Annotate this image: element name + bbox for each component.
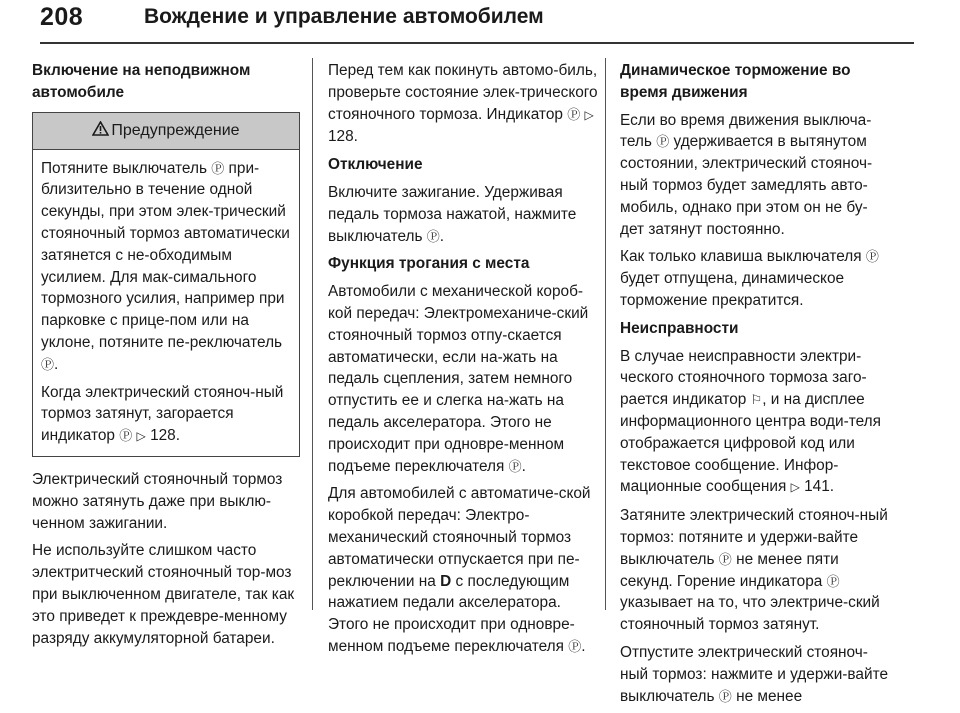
page-ref-link[interactable]: 141. — [804, 478, 835, 496]
parking-brake-icon: Ⓟ — [119, 428, 133, 444]
column-middle — [328, 60, 600, 664]
parking-brake-icon: Ⓟ — [865, 249, 879, 265]
column-divider — [312, 58, 313, 610]
parking-brake-icon: Ⓟ — [426, 228, 440, 244]
section-heading: Включение на неподвижном автомобиле — [32, 62, 251, 101]
parking-brake-icon: Ⓟ — [718, 551, 732, 567]
body-paragraph: Включите зажигание. Удерживая педаль тормоза нажатой, нажмите выключатель Ⓟ. — [328, 182, 600, 247]
body-paragraph: Как только клавиша выключателя Ⓟ будет отпущена, динамическое торможение прекратится. — [620, 248, 879, 309]
parking-brake-icon: Ⓟ — [656, 134, 670, 150]
header-rule — [40, 42, 914, 44]
parking-brake-icon: Ⓟ — [568, 638, 582, 654]
section-heading: Отключение — [328, 156, 423, 174]
body-paragraph: Затяните электрический стояноч-ный тормоз: потяните и удержи-вайте выключатель Ⓟ не менее пяти секунд. Горение индикатора Ⓟ указывает на то, что электриче-ский стояночный тормоз затянут. — [620, 507, 888, 634]
warning-body — [33, 150, 299, 456]
parking-brake-icon: Ⓟ — [567, 106, 581, 122]
body-paragraph: Перед тем как покинуть автомо-биль, проверьте состояние элек-трического стояночного тормоза. Индикатор Ⓟ ▷ 128. — [328, 62, 598, 146]
column-right — [620, 60, 890, 713]
parking-brake-icon: Ⓟ — [508, 458, 522, 474]
page-ref-arrow-icon: ▷ — [136, 429, 146, 444]
body-paragraph: Автомобили с механической короб-кой передач: Электромеханиче-ский стояночный тормоз отпу-скается автоматически, если на-жать на педаль сцепления, затем немного отпустить ее и слегка на-жать на педаль акселератора. Этого не происходит при одновре-менном подъеме переключателя Ⓟ. — [328, 281, 600, 477]
parking-brake-icon: Ⓟ — [41, 356, 55, 372]
warning-triangle-icon — [92, 121, 109, 136]
page-ref-link[interactable]: 128. — [150, 427, 181, 445]
body-paragraph: В случае неисправности электри-ческого стояночного тормоза заго-рается индикатор ⚐, и на дисплее информационного центра води-теля отображается цифровой код или текстовое сообщение. Инфор-мационные сообщения ▷ 141. — [620, 346, 890, 500]
page-ref-arrow-icon: ▷ — [584, 107, 594, 122]
warning-box — [32, 112, 300, 457]
fault-indicator-icon: ⚐ — [750, 392, 763, 408]
page-ref-arrow-icon: ▷ — [790, 480, 800, 495]
column-left — [32, 60, 302, 655]
section-heading: Функция трогания с места — [328, 255, 530, 273]
warning-paragraph: Потяните выключатель Ⓟ при-близительно в течение одной секунды, при этом элек-трический стояночный тормоз автоматически затянется с не-обходимым усилием. Для мак-симального тормозного усилия, например при парковке с прице-пом или на уклоне, потяните пе-реключатель Ⓟ. — [41, 158, 291, 376]
section-heading: Динамическое торможение во время движения — [620, 62, 851, 101]
body-paragraph: Если во время движения выключа-тель Ⓟ удерживается в вытянутом состоянии, электрический стояноч-ный тормоз будет замедлять авто-мобиль, однако при этом он не бу-дет затянут постоянно. — [620, 111, 873, 238]
warning-title: Предупреждение — [111, 121, 240, 139]
page-header — [40, 0, 914, 50]
chapter-title: Вождение и управление автомобилем — [144, 5, 544, 28]
parking-brake-icon: Ⓟ — [211, 160, 225, 176]
page-number: 208 — [40, 3, 84, 31]
column-divider — [605, 58, 606, 610]
warning-paragraph: Когда электрический стояноч-ный тормоз затянут, загорается индикатор Ⓟ ▷ 128. — [41, 382, 291, 448]
body-paragraph: Отпустите электрический стояноч-ный тормоз: нажмите и удержи-вайте выключатель Ⓟ не менее — [620, 642, 890, 707]
parking-brake-icon: Ⓟ — [718, 688, 732, 704]
body-paragraph: Электрический стояночный тормоз можно затянуть даже при выклю-ченном зажигании. — [32, 470, 283, 532]
body-paragraph: Для автомобилей с автоматиче-ской коробкой передач: Электро-механический стояночный тормоз автоматически отпускается при пе-реключении на D с последующим нажатием педали акселератора. Этого не происходит при одновре-менном подъеме переключателя Ⓟ. — [328, 483, 600, 657]
parking-brake-icon: Ⓟ — [826, 573, 840, 589]
warning-header — [33, 113, 299, 150]
section-heading: Неисправности — [620, 319, 739, 337]
page-ref-link[interactable]: 128. — [328, 128, 358, 146]
body-paragraph: Не используйте слишком часто электритческий стояночный тор-моз при выключенном двигателе, так как это приведет к преждевре-менному разряду аккумуляторной батареи. — [32, 542, 295, 647]
